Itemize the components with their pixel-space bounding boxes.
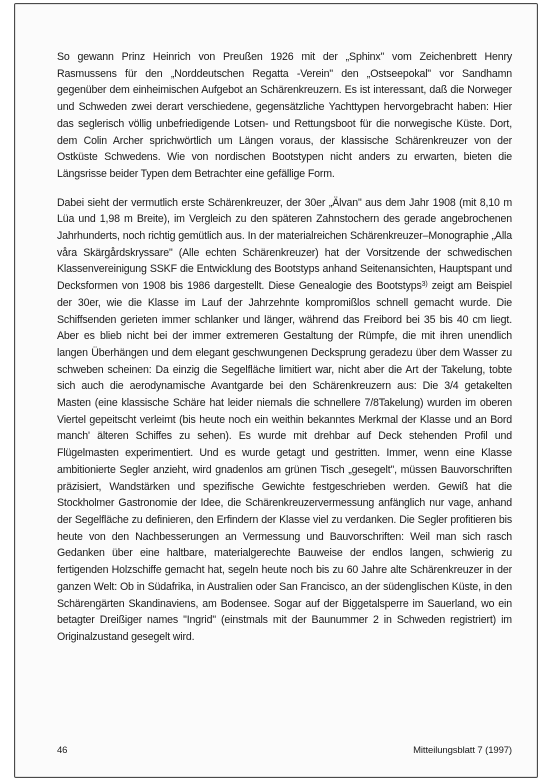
paragraph-1: So gewann Prinz Heinrich von Preußen 1926 mit der „Sphinx" vom Zeichenbrett Henry Rasmussens für den „Norddeutschen Regatta -Verein" den „Ostseepokal" vor Sandhamn gegenüber dem einheimischen Aufgebot an Schärenkreuzern. Es ist interessant, daß die Norweger und Schweden zwei derart verschiedene, gegensätzliche Yachttypen hervorgebracht haben: Hier das seglerisch völlig unbefriedigende Lotsen- und Rettungsboot für die norwegische Küste. Dort, dem Colin Archer sprichwörtlich um Längen voraus, der klassische Schärenkreuzer von der Ostküste Schwedens. Wie von nordischen Bootstypen nicht anders zu erwarten, bieten die Längsrisse beider Typen dem Betrachter eine gefällige Form. — [57, 51, 512, 180]
paragraph-2-part-1: Dabei sieht der vermutlich erste Schärenkreuzer, der 30er „Älvan" aus dem Jahr 1908 (mit 8,10 m Lüa und 1,98 m Breite), im Vergleich zu den späteren Zahnstochern des gerade angebrochenen Jahrhunderts, noch richtig gemütlich aus. In der materialreichen Schärenkreuzer–Monographie „Alla våra Skärgårdskryssare" (Alle echten Schärenkreuzer) hat der Vorsitzende der schwedischen Klassenvereinigung SSKF die Entwicklung des Bootstyps anhand Seitenansichten, Hauptspant und Decksformen von 1908 bis 1986 dargestellt. Diese Genealogie des Bootstyps — [57, 196, 512, 293]
publication-title: Mitteilungsblatt 7 (1997) — [413, 745, 512, 756]
body-text — [57, 49, 512, 646]
paragraph-2 — [57, 195, 512, 646]
page-number: 46 — [57, 745, 68, 756]
page-footer — [57, 745, 512, 756]
paragraph-2-part-2: zeigt am Beispiel der 30er, wie die Klasse im Lauf der Jahrzehnte kompromißlos schnell gemacht wurde. Die Schiffsenden gerieten immer schlanker und länger, während das Freibord bei 35 bis 40 cm liegt. Aber es blieb nicht bei der immer extremeren Gestaltung der Rümpfe, die mit ihren unendlich langen Überhängen und dem elegant geschwungenen Decksprung geradezu über dem Wasser zu schweben scheinen: Da einzig die Segelfläche limitiert war, nicht aber die Art der Takelung, tobte sich auch die aerodynamische Avantgarde bei den Schärenkreuzern aus: Die 3/4 getakelten Masten (eine klassische Schäre hat leider niemals die schnellere 7/8Takelung) wurden im oberen Viertel gepeitscht verleimt (bis heute noch ein weithin bekanntes Merkmal der Klasse und an Bord manch' älteren Schiffes zu sehen). Es wurde mit drehbar auf Deck stehenden Profil und Flügelmasten experimentiert. Und es wurde getagt und gestritten. Immer, wenn eine Klasse ambitionierte Segler anzieht, wird gnadenlos am grünen Tisch „gesegelt", müssen Bauvorschriften präzisiert, Wandstärken und spezifische Gewichte festgeschrieben werden. Gewiß hat die Stockholmer Gastronomie der Idee, die Schärenkreuzervermessung anfänglich nur vage, anhand der Segelfläche zu definieren, den Erfindern der Klasse viel zu verdanken. Die Segler profitieren bis heute von den Nachbesserungen an Vermessung und Bauvorschriften: Weil man sich rasch Gedanken über eine haltbare, materialgerechte Bauweise der endlos langen, schwierig zu fertigenden Holzschiffe gemacht hat, segeln heute noch bis zu 60 Jahre alte Schärenkreuzer in der ganzen Welt: Ob in Südafrika, in Australien oder San Francisco, an der südenglischen Küste, in den Schärengärten Skandinaviens, am Bodensee. Sogar auf der Biggetalsperre im Sauerland, wo ein betagter Dreißiger names "Ingrid" (einstmals mit der Baunummer 2 in Schweden registriert) im Originalzustand gesegelt wird. — [57, 280, 512, 643]
page — [14, 3, 538, 778]
footnote-marker: 3) — [421, 281, 428, 289]
